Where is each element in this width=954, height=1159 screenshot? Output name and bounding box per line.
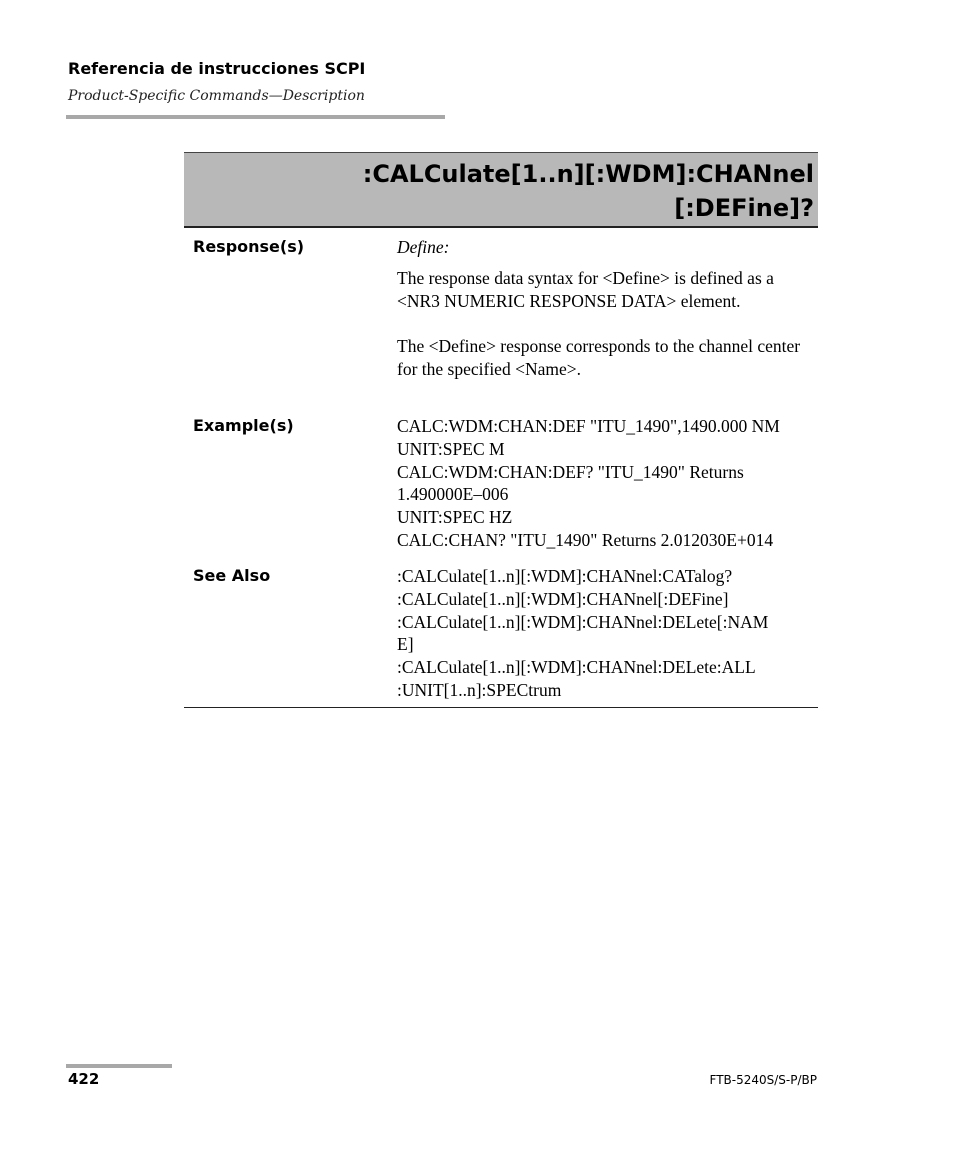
- running-head-subtitle: Product-Specific Commands—Description: [68, 88, 365, 104]
- command-header: [184, 152, 818, 228]
- response-paragraph: The <Define> response corresponds to the channel center for the specified <Name>.: [397, 336, 801, 380]
- page-number: 422: [68, 1070, 100, 1088]
- see-also-body: [397, 565, 817, 702]
- example-line: CALC:WDM:CHAN:DEF "ITU_1490",1490.000 NM: [397, 416, 780, 436]
- running-head-title: Referencia de instrucciones SCPI: [68, 59, 366, 78]
- example-line: UNIT:SPEC M: [397, 438, 505, 459]
- response-name: Define:: [397, 237, 450, 257]
- running-head: [68, 58, 448, 106]
- responses-label: Response(s): [193, 237, 305, 256]
- table-bottom-rule: [184, 707, 818, 708]
- see-also-link[interactable]: :CALCulate[1..n][:WDM]:CHANnel[:DEFine]: [397, 588, 729, 609]
- see-also-link[interactable]: :CALCulate[1..n][:WDM]:CHANnel:DELete:ALL: [397, 657, 756, 678]
- examples-label: Example(s): [193, 416, 294, 435]
- footer-divider: [66, 1064, 172, 1068]
- header-divider: [66, 115, 445, 119]
- example-line: CALC:WDM:CHAN:DEF? "ITU_1490" Returns: [397, 461, 744, 482]
- see-also-link[interactable]: :CALCulate[1..n][:WDM]:CHANnel:DELete[:NAM: [397, 611, 769, 632]
- example-line: 1.490000E–006: [397, 484, 509, 505]
- response-paragraph: The response data syntax for <Define> is defined as a <NR3 NUMERIC RESPONSE DATA> element.: [397, 267, 774, 311]
- examples-body: [397, 415, 817, 552]
- example-line: CALC:CHAN? "ITU_1490" Returns 2.012030E+014: [397, 529, 774, 550]
- see-also-link[interactable]: E]: [397, 634, 414, 655]
- responses-body: [397, 236, 817, 381]
- see-also-link[interactable]: :UNIT[1..n]:SPECtrum: [397, 679, 562, 700]
- see-also-label: See Also: [193, 566, 271, 585]
- see-also-link[interactable]: :CALCulate[1..n][:WDM]:CHANnel:CATalog?: [397, 566, 733, 586]
- command-title: :CALCulate[1..n][:WDM]:CHANnel [:DEFine]?: [362, 160, 814, 222]
- product-code: FTB-5240S/S-P/BP: [709, 1073, 817, 1087]
- example-line: UNIT:SPEC HZ: [397, 507, 513, 528]
